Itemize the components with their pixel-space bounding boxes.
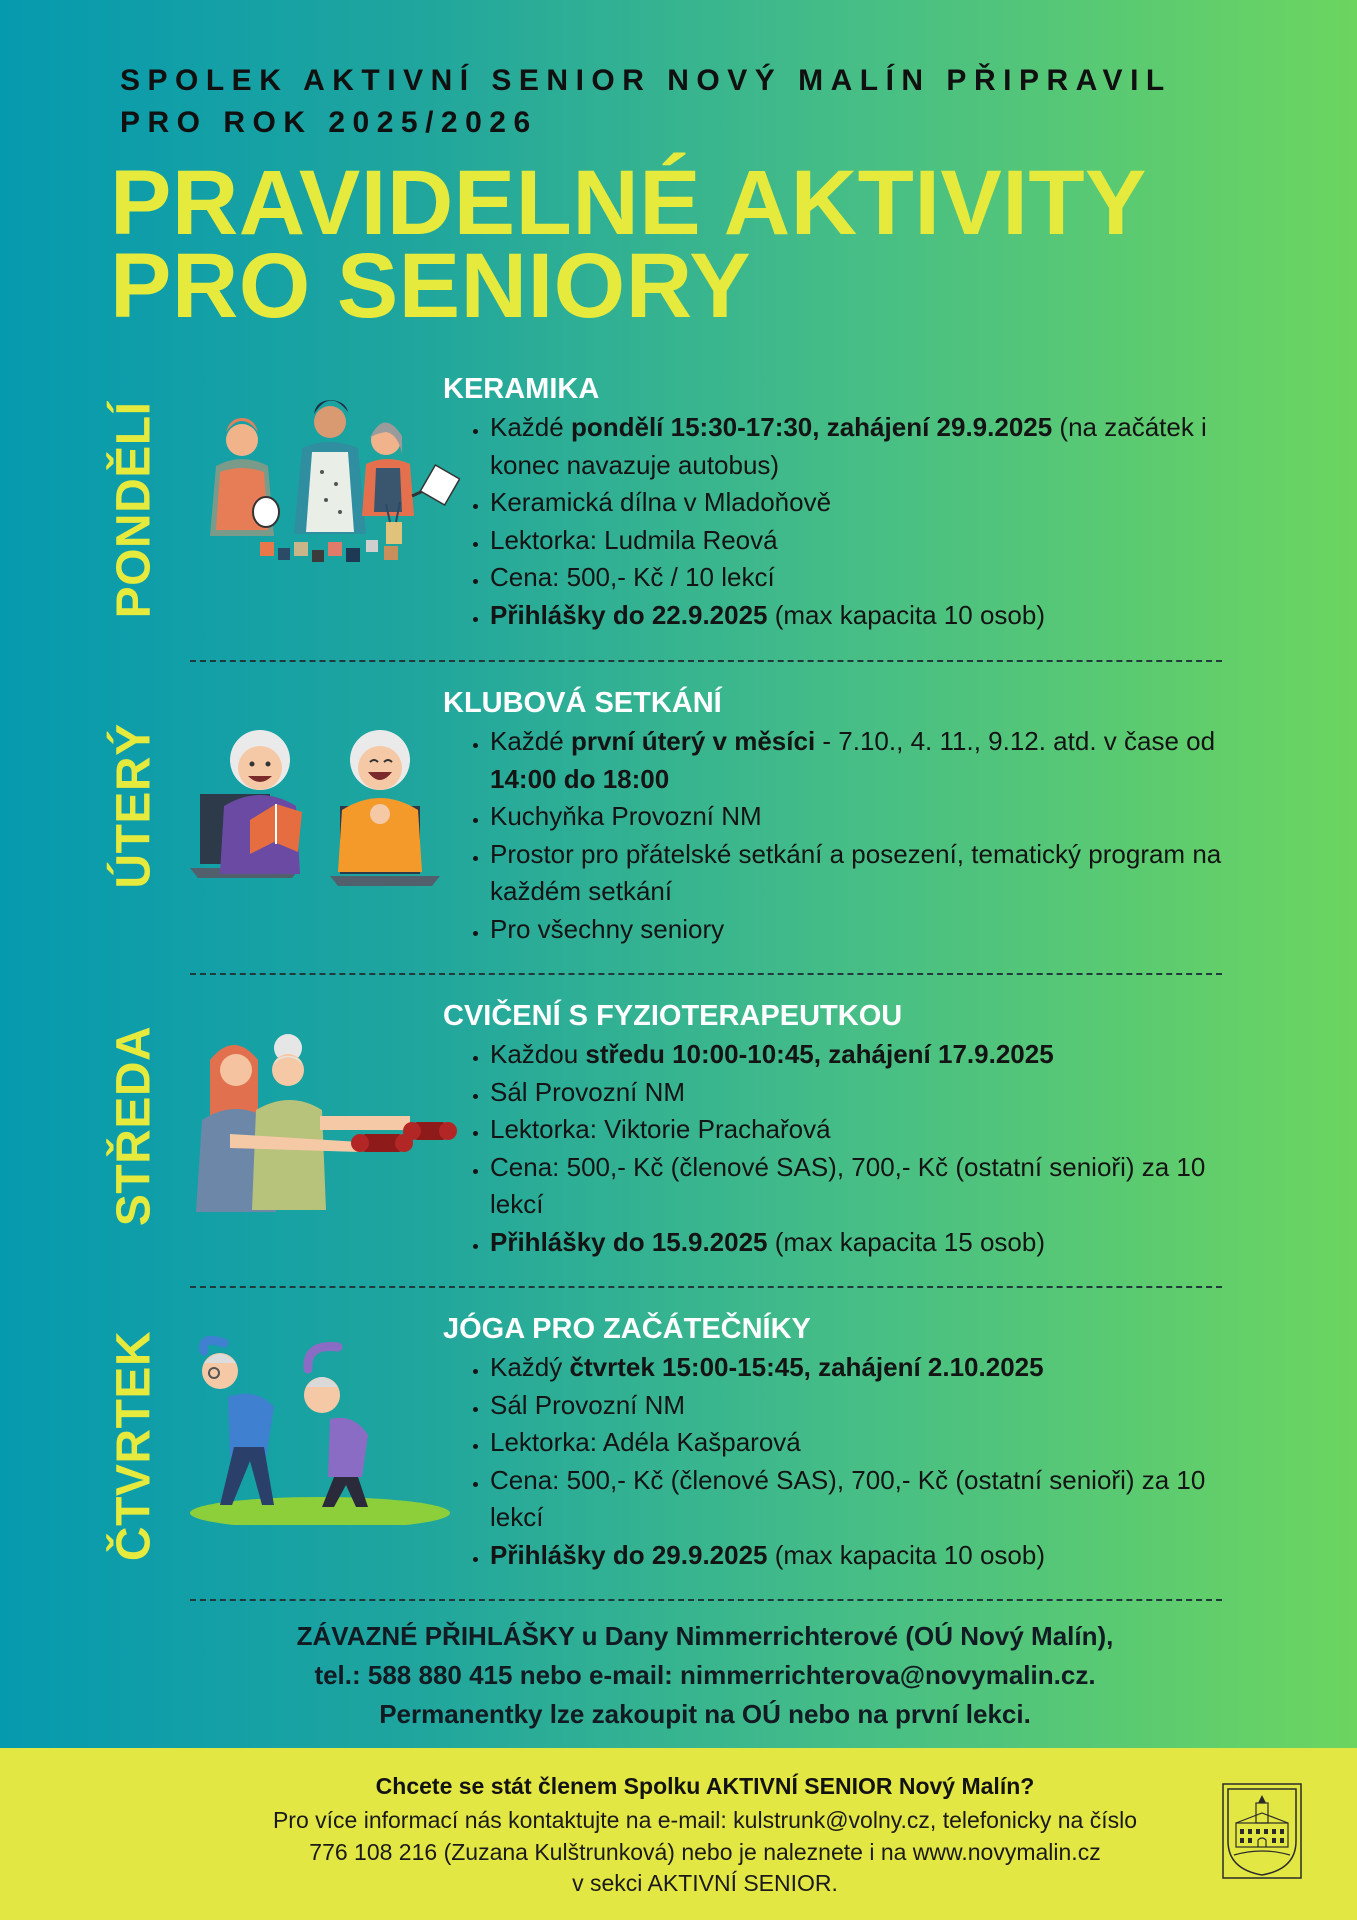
yoga-seniors-illustration xyxy=(190,1335,460,1525)
activity-title: JÓGA PRO ZAČÁTEČNÍKY xyxy=(443,1313,811,1345)
page-title-line-1: PRAVIDELNÉ AKTIVITY xyxy=(110,152,1147,254)
list-item: • Každé pondělí 15:30-17:30, zahájení 29.9.2025 (na začátek i konec navazuje autobus) xyxy=(490,409,1233,484)
list-item: • Cena: 500,- Kč (členové SAS), 700,- Kč (ostatní senioři) za 10 lekcí xyxy=(490,1149,1233,1224)
activity-details-list xyxy=(443,1036,1233,1261)
section-divider xyxy=(190,973,1222,975)
activity-details-list xyxy=(443,1349,1233,1574)
activity-title: KLUBOVÁ SETKÁNÍ xyxy=(443,687,722,719)
list-item: • Každou středu 10:00-10:45, zahájení 17.9.2025 xyxy=(490,1036,1233,1074)
membership-line-2: 776 108 216 (Zuzana Kulštrunková) nebo je naleznete i na www.novymalin.cz xyxy=(309,1838,1101,1865)
registration-line-3: Permanentky lze zakoupit na OÚ nebo na první lekci. xyxy=(379,1699,1031,1729)
list-item: • Přihlášky do 29.9.2025 (max kapacita 10 osob) xyxy=(490,1537,1233,1575)
activity-physiotherapy-exercise xyxy=(443,998,1233,1261)
list-item: • Keramická dílna v Mladoňově xyxy=(490,484,1233,522)
organizer-line-1: SPOLEK AKTIVNÍ SENIOR NOVÝ MALÍN PŘIPRAVIL xyxy=(120,64,1172,97)
list-item: • Každé první úterý v měsíci - 7.10., 4. 11., 9.12. atd. v čase od 14:00 do 18:00 xyxy=(490,723,1233,798)
list-item: • Sál Provozní NM xyxy=(490,1074,1233,1112)
activity-details-list xyxy=(443,723,1233,948)
section-divider xyxy=(190,1286,1222,1288)
list-item: • Pro všechny seniory xyxy=(490,911,1233,949)
laughing-seniors-illustration xyxy=(190,710,460,900)
physiotherapy-exercise-illustration xyxy=(190,1030,460,1220)
activity-title: CVIČENÍ S FYZIOTERAPEUTKOU xyxy=(443,1000,903,1032)
municipal-coat-of-arms-icon xyxy=(1222,1783,1302,1879)
list-item: • Lektorka: Viktorie Prachařová xyxy=(490,1111,1233,1149)
day-label-wednesday: STŘEDA xyxy=(107,1025,161,1227)
day-label-thursday: ČTVRTEK xyxy=(107,1330,161,1562)
list-item: • Přihlášky do 15.9.2025 (max kapacita 15 osob) xyxy=(490,1224,1233,1262)
list-item: • Cena: 500,- Kč / 10 lekcí xyxy=(490,559,1233,597)
page-title xyxy=(110,152,1270,337)
day-label-tuesday: ÚTERÝ xyxy=(107,723,161,889)
list-item: • Kuchyňka Provozní NM xyxy=(490,798,1233,836)
ceramics-workshop-illustration xyxy=(190,392,460,582)
activity-club-meetings xyxy=(443,685,1233,948)
organizer-heading xyxy=(120,60,1260,144)
activity-ceramics xyxy=(443,371,1233,634)
activity-title: KERAMIKA xyxy=(443,373,600,405)
membership-line-3: v sekci AKTIVNÍ SENIOR. xyxy=(572,1870,838,1896)
list-item: • Lektorka: Ludmila Reová xyxy=(490,522,1233,560)
list-item: • Cena: 500,- Kč (členové SAS), 700,- Kč (ostatní senioři) za 10 lekcí xyxy=(490,1462,1233,1537)
membership-contact-text xyxy=(200,1805,1210,1900)
list-item: • Přihlášky do 22.9.2025 (max kapacita 10 osob) xyxy=(490,597,1233,635)
registration-info xyxy=(150,1617,1260,1734)
organizer-line-2: PRO ROK 2025/2026 xyxy=(120,106,538,139)
list-item: • Prostor pro přátelské setkání a posezení, tematický program na každém setkání xyxy=(490,836,1233,911)
list-item: • Každý čtvrtek 15:00-15:45, zahájení 2.10.2025 xyxy=(490,1349,1233,1387)
membership-line-1: Pro více informací nás kontaktujte na e-mail: kulstrunk@volny.cz, telefonicky na číslo xyxy=(272,1807,1138,1833)
registration-line-2: tel.: 588 880 415 nebo e-mail: nimmerrichterova@novymalin.cz. xyxy=(314,1660,1096,1690)
day-label-monday: PONDĚLÍ xyxy=(107,401,161,619)
list-item: • Lektorka: Adéla Kašparová xyxy=(490,1424,1233,1462)
membership-question: Chcete se stát členem Spolku AKTIVNÍ SENIOR Nový Malín? xyxy=(375,1773,1035,1799)
section-divider xyxy=(190,660,1222,662)
page-title-line-2: PRO SENIORY xyxy=(110,235,752,337)
section-divider xyxy=(190,1599,1222,1601)
activity-details-list xyxy=(443,409,1233,634)
activity-yoga-beginners xyxy=(443,1311,1233,1574)
registration-line-1: ZÁVAZNÉ PŘIHLÁŠKY u Dany Nimmerrichterové (OÚ Nový Malín), xyxy=(296,1621,1114,1651)
list-item: • Sál Provozní NM xyxy=(490,1387,1233,1425)
